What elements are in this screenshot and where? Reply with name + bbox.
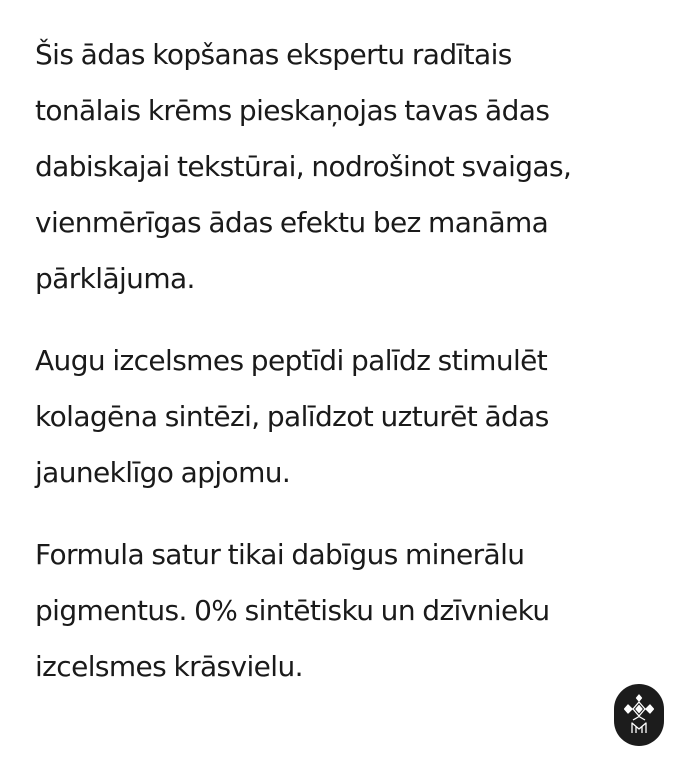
- description-paragraph-1: [35, 27, 665, 307]
- paragraph-line: Augu izcelsmes peptīdi palīdz stimulēt: [35, 344, 548, 377]
- paragraph-line: pigmentus. 0% sintētisku un dzīvnieku: [35, 594, 550, 627]
- paragraph-line: vienmērīgas ādas efektu bez manāma: [35, 206, 549, 239]
- paragraph-line: Formula satur tikai dabīgus minerālu: [35, 538, 525, 571]
- brand-badge-button[interactable]: [614, 684, 664, 746]
- brand-logo-icon: [624, 693, 654, 737]
- paragraph-line: izcelsmes krāsvielu.: [35, 650, 303, 683]
- paragraph-line: jauneklīgo apjomu.: [35, 456, 291, 489]
- paragraph-line: kolagēna sintēzi, palīdzot uzturēt ādas: [35, 400, 549, 433]
- product-description: [35, 27, 665, 721]
- paragraph-line: dabiskajai tekstūrai, nodrošinot svaigas,: [35, 150, 572, 183]
- paragraph-line: tonālais krēms pieskaņojas tavas ādas: [35, 94, 550, 127]
- paragraph-line: Šis ādas kopšanas ekspertu radītais: [35, 38, 512, 71]
- paragraph-line: pārklājuma.: [35, 262, 195, 295]
- description-paragraph-2: [35, 333, 665, 501]
- description-paragraph-3: [35, 527, 665, 695]
